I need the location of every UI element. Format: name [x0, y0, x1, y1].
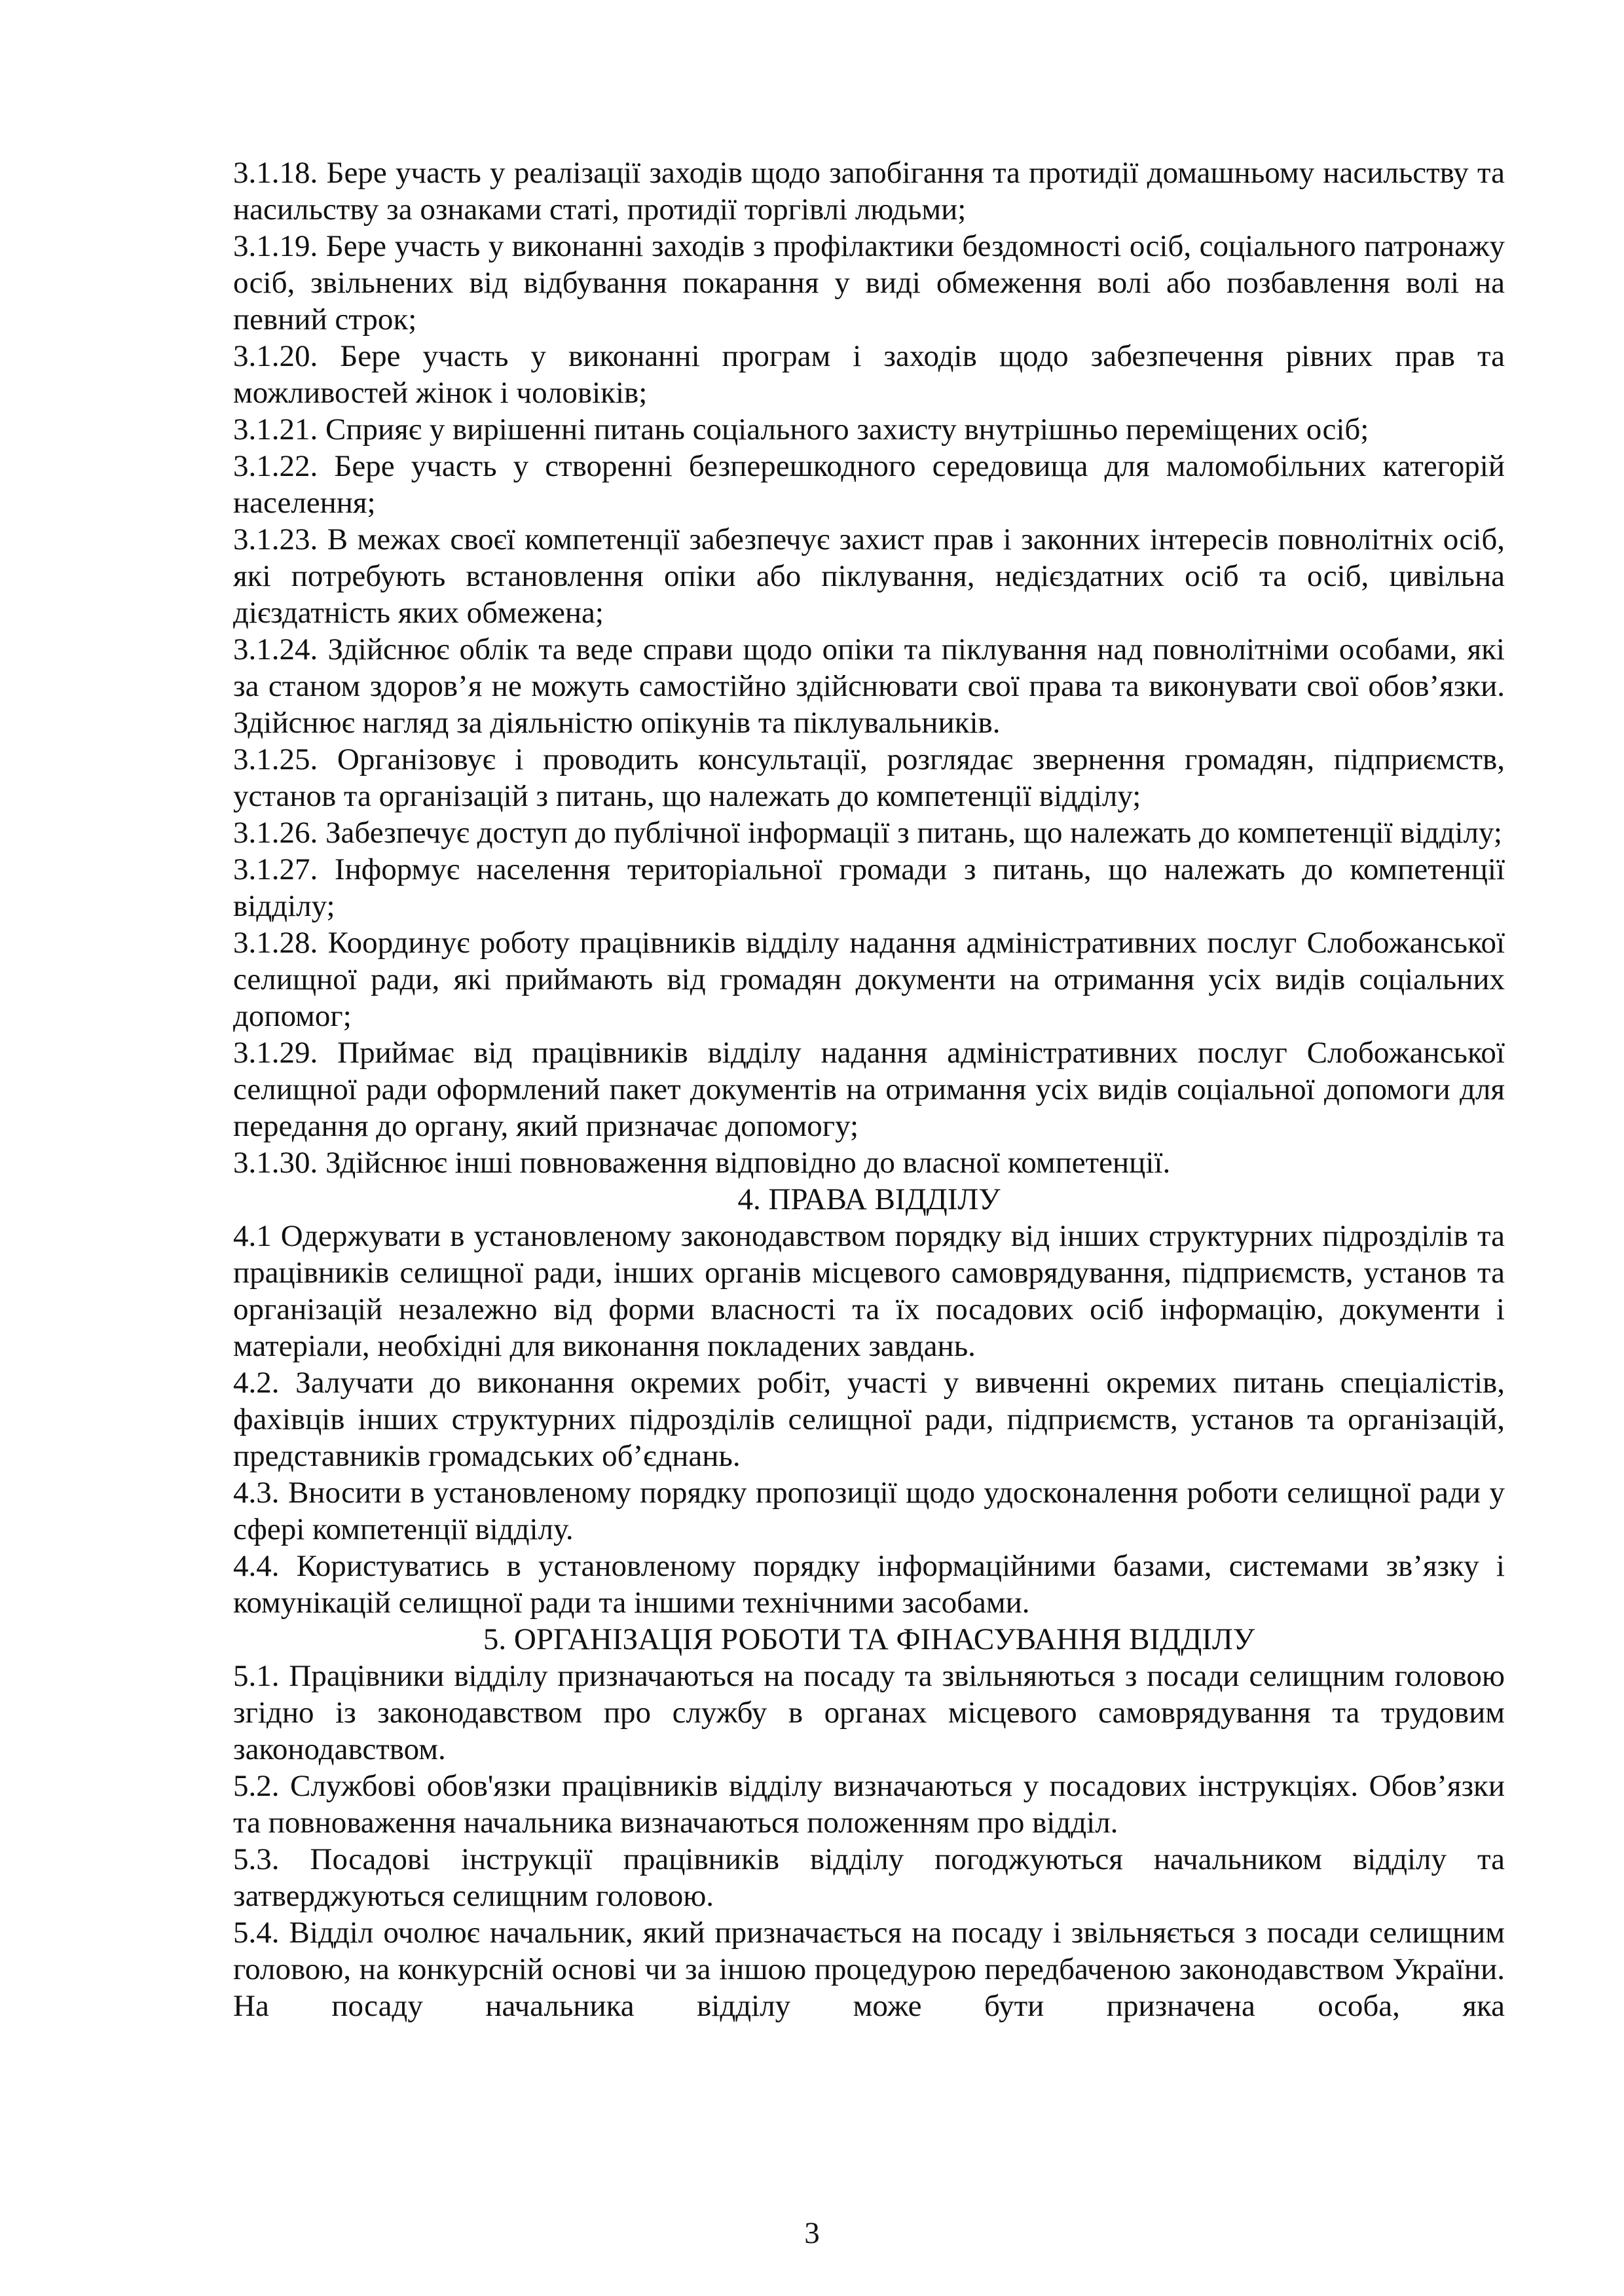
paragraph: 3.1.28. Координує роботу працівників відділу надання адміністративних послуг Слобожанської селищної ради, які приймають від громадян документи на отримання усіх видів соціальних допомог; — [233, 926, 1505, 1033]
paragraph: 5.4. Відділ очолює начальник, який призначається на посаду і звільняється з посади селищним головою, на конкурсній основі чи за іншою процедурою передбаченою законодавством України. На посаду начальника відділу може бути призначена особа, яка — [233, 1916, 1505, 2023]
section-heading: 5. ОРГАНІЗАЦІЯ РОБОТИ ТА ФІНАСУВАННЯ ВІДДІЛУ — [483, 1622, 1255, 1656]
paragraph: 4.1 Одержувати в установленому законодавством порядку від інших структурних підрозділів та працівників селищної ради, інших органів місцевого самоврядування, підприємств, установ та організацій незалежно від форми власності та їх посадових осіб інформацію, документи і матеріали, необхідні для виконання покладених завдань. — [233, 1219, 1505, 1363]
paragraph: 3.1.19. Бере участь у виконанні заходів з профілактики бездомності осіб, соціального патронажу осіб, звільнених від відбування покарання у виді обмеження волі або позбавлення волі на певний строк; — [233, 229, 1505, 337]
paragraph: 4.4. Користуватись в установленому порядку інформаційними базами, системами зв’язку і комунікацій селищної ради та іншими технічними засобами. — [233, 1549, 1505, 1620]
section-heading: 4. ПРАВА ВІДДІЛУ — [737, 1182, 1001, 1216]
paragraph: 3.1.18. Бере участь у реалізації заходів щодо запобігання та протидії домашньому насильству та насильству за ознаками статі, протидії торгівлі людьми; — [233, 156, 1505, 227]
paragraph: 5.1. Працівники відділу призначаються на посаду та звільняються з посади селищним головою згідно із законодавством про службу в органах місцевого самоврядування та трудовим законодавством. — [233, 1659, 1505, 1766]
paragraph: 5.3. Посадові інструкції працівників відділу погоджуються начальником відділу та затверджуються селищним головою. — [233, 1842, 1505, 1913]
paragraph: 3.1.21. Сприяє у вирішенні питань соціального захисту внутрішньо переміщених осіб; — [233, 412, 1369, 446]
paragraph: 3.1.27. Інформує населення територіальної громади з питань, що належать до компетенції відділу; — [233, 852, 1505, 923]
paragraph: 3.1.26. Забезпечує доступ до публічної інформації з питань, що належать до компетенції відділу; — [233, 816, 1502, 850]
paragraph: 3.1.29. Приймає від працівників відділу надання адміністративних послуг Слобожанської селищної ради оформлений пакет документів на отримання усіх видів соціальної допомоги для передання до органу, який призначає допомогу; — [233, 1036, 1505, 1143]
paragraph: 5.2. Службові обов'язки працівників відділу визначаються у посадових інструкціях. Обов’язки та повноваження начальника визначаються положенням про відділ. — [233, 1769, 1505, 1840]
paragraph: 3.1.24. Здійснює облік та веде справи щодо опіки та піклування над повнолітніми особами, які за станом здоров’я не можуть самостійно здійснювати свої права та виконувати свої обов’язки. Здійснює нагляд за діяльністю опікунів та піклувальників. — [233, 632, 1505, 740]
paragraph: 4.2. Залучати до виконання окремих робіт, участі у вивченні окремих питань спеціалістів, фахівців інших структурних підрозділів селищної ради, підприємств, установ та організацій, представників громадських об’єднань. — [233, 1366, 1505, 1473]
paragraph: 3.1.30. Здійснює інші повноваження відповідно до власної компетенції. — [233, 1146, 1171, 1180]
page-number: 3 — [804, 2216, 820, 2250]
paragraph: 3.1.25. Організовує і проводить консультації, розглядає звернення громадян, підприємств, установ та організацій з питань, що належать до компетенції відділу; — [233, 742, 1505, 813]
paragraph: 3.1.20. Бере участь у виконанні програм і заходів щодо забезпечення рівних прав та можливостей жінок і чоловіків; — [233, 339, 1505, 410]
paragraph: 3.1.22. Бере участь у створенні безперешкодного середовища для маломобільних категорій населення; — [233, 449, 1505, 520]
document-body — [233, 155, 1505, 2024]
paragraph: 4.3. Вносити в установленому порядку пропозиції щодо удосконалення роботи селищної ради у сфері компетенції відділу. — [233, 1476, 1505, 1546]
paragraph: 3.1.23. В межах своєї компетенції забезпечує захист прав і законних інтересів повнолітніх осіб, які потребують встановлення опіки або піклування, недієздатних осіб та осіб, цивільна дієздатність яких обмежена; — [233, 522, 1505, 630]
